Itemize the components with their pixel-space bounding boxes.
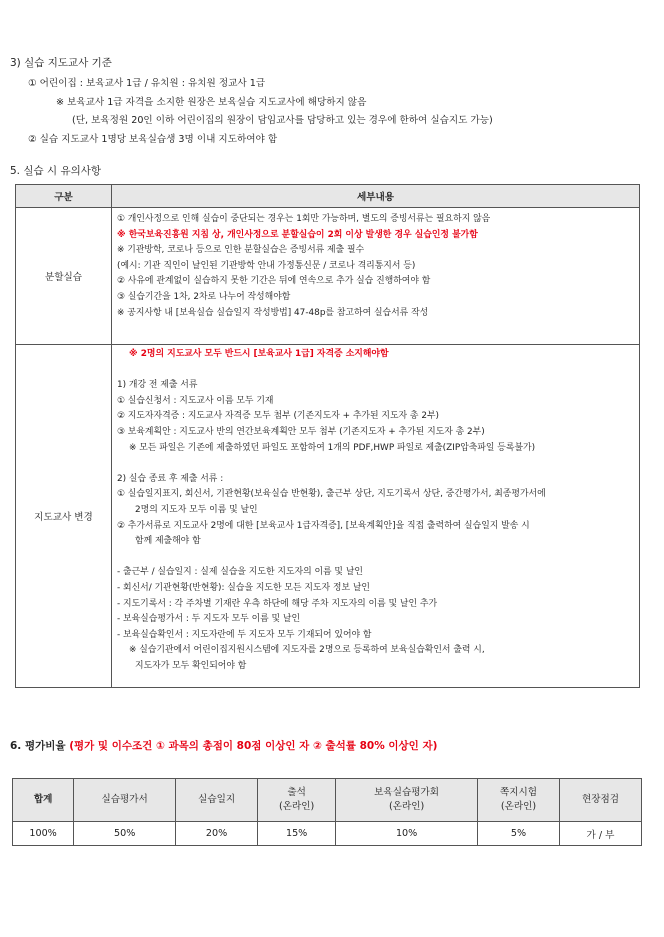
detail-line: 함께 제출해야 함 — [135, 536, 201, 547]
header-details: 세부내용 — [112, 185, 640, 208]
section6-heading — [10, 738, 437, 753]
evaluation-header-sublabel: (온라인) — [278, 801, 315, 812]
table-row — [16, 345, 640, 688]
row-label-teacher-change: 지도교사 변경 — [16, 345, 112, 688]
evaluation-header-label: 출석 — [287, 787, 306, 798]
detail-line — [117, 363, 639, 379]
evaluation-value-cell: 15% — [258, 822, 336, 846]
evaluation-header-label: 현장점검 — [581, 794, 620, 805]
detail-line: ② 사유에 관계없이 실습하지 못한 기간은 뒤에 연속으로 추가 실습 진행하여야 함 — [117, 276, 431, 287]
evaluation-header-label: 보육실습평가회 — [374, 787, 440, 798]
detail-line: - 보육실습확인서 : 지도자란에 두 지도자 모두 기재되어 있어야 함 — [117, 629, 372, 640]
evaluation-header-label: 쪽지시험 — [499, 787, 538, 798]
evaluation-header-cell — [74, 779, 176, 822]
detail-line: 2명의 지도자 모두 이름 및 날인 — [135, 504, 258, 515]
detail-line: - 지도기록서 : 각 주차별 기재란 우측 하단에 해당 주차 지도자의 이름 및 날인 추가 — [117, 598, 438, 609]
precautions-table — [15, 184, 640, 688]
detail-line: 지도자가 모두 확인되어야 함 — [135, 660, 247, 671]
evaluation-header-label: 합계 — [33, 794, 53, 805]
row-details-teacher-change — [112, 345, 640, 688]
evaluation-value-cell: 20% — [176, 822, 258, 846]
table-header-row — [16, 185, 640, 208]
evaluation-header-sublabel: (온라인) — [388, 801, 425, 812]
row-details-split-practice — [112, 208, 640, 345]
evaluation-ratio-table — [12, 778, 642, 846]
section6-heading-condition: (평가 및 이수조건 ① 과목의 총점이 80점 이상인 자 ② 출석률 80% 이상인 자) — [69, 740, 438, 752]
evaluation-header-cell — [13, 779, 74, 822]
section3-item1: ① 어린이집 : 보육교사 1급 / 유치원 : 유치원 정교사 1급 — [28, 78, 266, 89]
detail-line: 1) 개강 전 제출 서류 — [117, 380, 198, 391]
detail-line: ② 추가서류로 지도교사 2명에 대한 [보육교사 1급자격증], [보육계획안]을 직접 출력하여 실습일지 발송 시 — [117, 520, 530, 531]
detail-line: ※ 한국보육진흥원 지침 상, 개인사정으로 분할실습이 2회 이상 발생한 경우 실습인정 불가함 — [117, 229, 478, 240]
evaluation-header-cell — [258, 779, 336, 822]
evaluation-header-label: 실습일지 — [198, 794, 236, 805]
section6-heading-title: 6. 평가비율 — [10, 740, 70, 752]
evaluation-header-sublabel: (온라인) — [500, 801, 537, 812]
detail-line — [117, 456, 639, 472]
detail-line: ③ 보육계획안 : 지도교사 반의 연간보육계획안 모두 첨부 (기존지도자 + 추가된 지도자 총 2부) — [117, 426, 485, 437]
section5-heading: 5. 실습 시 유의사항 — [10, 165, 102, 177]
evaluation-header-cell — [559, 779, 641, 822]
evaluation-value-row — [13, 822, 642, 846]
detail-line — [117, 550, 639, 566]
evaluation-header-label: 실습평가서 — [101, 794, 148, 805]
detail-line: ① 실습일지표지, 회신서, 기관현황(보육실습 반현황), 출근부 상단, 지도기록서 상단, 중간평가서, 최종평가서에 — [117, 489, 546, 500]
detail-line: - 회신서/ 기관현황(반현황): 실습을 지도한 모든 지도자 정보 날인 — [117, 582, 371, 593]
detail-line: - 출근부 / 실습일지 : 실제 실습을 지도한 지도자의 이름 및 날인 — [117, 567, 363, 578]
row-label-split-practice: 분할실습 — [16, 208, 112, 345]
detail-line: 2) 실습 종료 후 제출 서류 : — [117, 473, 224, 484]
evaluation-value-cell: 5% — [478, 822, 560, 846]
detail-line: ① 개인사정으로 인해 실습이 중단되는 경우는 1회만 가능하며, 별도의 증빙서류는 필요하지 않음 — [117, 214, 491, 224]
evaluation-value-cell: 가 / 부 — [559, 822, 641, 846]
detail-line: - 보육실습평가서 : 두 지도자 모두 이름 및 날인 — [117, 614, 301, 625]
detail-line: ① 실습신청서 : 지도교사 이름 모두 기재 — [117, 395, 274, 406]
evaluation-header-cell — [336, 779, 478, 822]
detail-line: ※ 기관방학, 코로나 등으로 인한 분할실습은 증빙서류 제출 필수 — [117, 245, 365, 256]
detail-line: ※ 2명의 지도교사 모두 반드시 [보육교사 1급] 자격증 소지해야함 — [129, 349, 389, 359]
section3-heading: 3) 실습 지도교사 기준 — [10, 57, 112, 69]
detail-line: ※ 모든 파일은 기존에 제출하였던 파일도 포함하여 1개의 PDF,HWP 파일로 제출(ZIP압축파일 등록불가) — [129, 442, 536, 453]
section3-item2: ② 실습 지도교사 1명당 보육실습생 3명 이내 지도하여야 함 — [28, 134, 278, 145]
detail-line: ② 지도자자격증 : 지도교사 자격증 모두 첨부 (기존지도자 + 추가된 지도자 총 2부) — [117, 411, 440, 422]
evaluation-value-cell: 50% — [74, 822, 176, 846]
evaluation-value-cell: 10% — [336, 822, 478, 846]
section3-note2: (단, 보육정원 20인 이하 어린이집의 원장이 담임교사를 담당하고 있는 경우에 한하여 실습지도 가능) — [72, 115, 493, 126]
detail-line: ③ 실습기간을 1차, 2차로 나누어 작성해야함 — [117, 291, 291, 302]
detail-line: ※ 실습기관에서 어린이집지원시스템에 지도자를 2명으로 등록하여 보육실습확인서 출력 시, — [129, 645, 485, 656]
evaluation-header-cell — [176, 779, 258, 822]
table-row — [16, 208, 640, 345]
detail-line: (예시: 기관 직인이 날인된 기관방학 안내 가정통신문 / 코로나 격리통지서 등) — [117, 260, 416, 271]
evaluation-header-cell — [478, 779, 560, 822]
detail-line: ※ 공지사항 내 [보육실습 실습일지 작성방법] 47-48p를 참고하여 실습서류 작성 — [117, 307, 429, 318]
header-category: 구분 — [16, 185, 112, 208]
evaluation-value-cell: 100% — [13, 822, 74, 846]
evaluation-header-row — [13, 779, 642, 822]
section3-note1: ※ 보육교사 1급 자격을 소지한 원장은 보육실습 지도교사에 해당하지 않음 — [56, 97, 367, 108]
